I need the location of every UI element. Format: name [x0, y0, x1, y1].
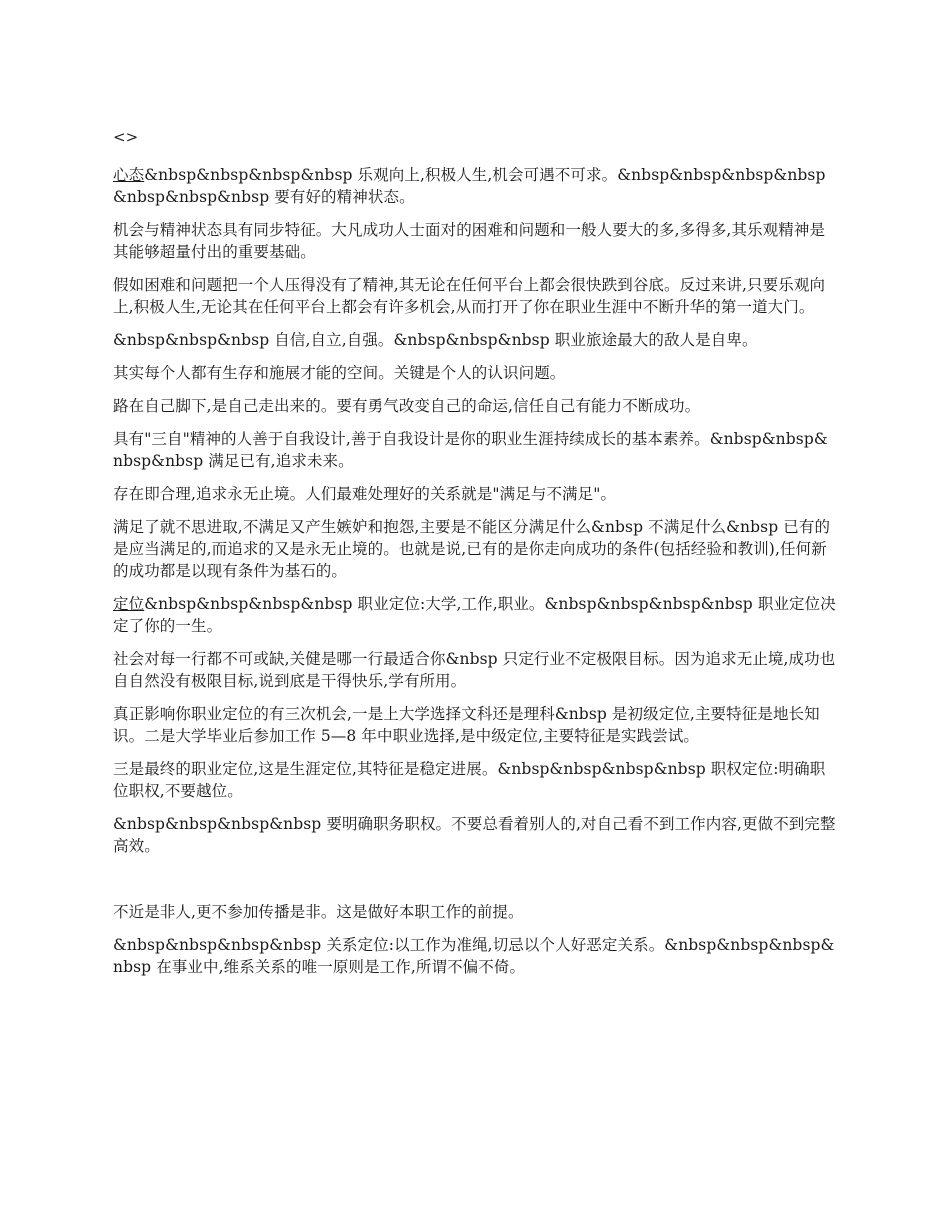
- paragraph: [113, 395, 837, 417]
- paragraph-positioning: [113, 593, 837, 637]
- paragraph: [113, 703, 837, 747]
- paragraph-text: 存在即合理,追求永无止境。人们最难处理好的关系就是"满足与不满足"。: [113, 485, 617, 503]
- paragraph: [113, 274, 837, 318]
- paragraph-text: &nbsp&nbsp&nbsp&nbsp 关系定位:以工作为准绳,切忌以个人好恶定关系。&nbsp&nbsp&nbsp&nbsp 在事业中,维系关系的唯一原则是工作,所谓不偏不倚。: [113, 936, 835, 976]
- paragraph-text: 社会对每一行都不可或缺,关健是哪一行最适合你&nbsp 只定行业不定极限目标。因为追求无止境,成功也自自然没有极限目标,说到底是干得快乐,学有所用。: [113, 650, 836, 690]
- paragraph-text: &nbsp&nbsp&nbsp&nbsp 职业定位:大学,工作,职业。&nbsp&nbsp&nbsp&nbsp 职业定位决定了你的一生。: [113, 595, 836, 635]
- paragraph-text: 机会与精神状态具有同步特征。大凡成功人士面对的困难和问题和一般人要大的多,多得多,其乐观精神是其能够超量付出的重要基础。: [113, 221, 826, 261]
- paragraph: [113, 483, 837, 505]
- paragraph-text: 其实每个人都有生存和施展才能的空间。关键是个人的认识问题。: [113, 364, 566, 382]
- paragraph: [113, 428, 837, 472]
- paragraph-text: 具有"三自"精神的人善于自我设计,善于自我设计是你的职业生涯持续成长的基本素养。&nbsp&nbsp&nbsp&nbsp 满足已有,追求未来。: [113, 430, 828, 470]
- paragraph-mindset: [113, 164, 837, 208]
- heading-positioning: 定位: [113, 595, 145, 613]
- paragraph-text: 假如困难和问题把一个人压得没有了精神,其无论在任何平台上都会很快跌到谷底。反过来讲,只要乐观向上,积极人生,无论其在任何平台上都会有许多机会,从而打开了你在职业生涯中不断升华的第一道大门。: [113, 276, 826, 316]
- document-marker: <>: [113, 128, 139, 146]
- paragraph: [113, 901, 837, 923]
- paragraph: [113, 648, 837, 692]
- paragraph-gap: [113, 868, 837, 901]
- paragraph: [113, 362, 837, 384]
- paragraph: [113, 516, 837, 582]
- document-body: [113, 126, 837, 989]
- paragraph-text: &nbsp&nbsp&nbsp 自信,自立,自强。&nbsp&nbsp&nbsp 职业旅途最大的敌人是自卑。: [113, 331, 758, 349]
- paragraph-text: 真正影响你职业定位的有三次机会,一是上大学选择文科还是理科&nbsp 是初级定位,主要特征是地长知识。二是大学毕业后参加工作 5—8 年中职业选择,是中级定位,主要特征是实践尝试。: [113, 705, 820, 745]
- paragraph-text: 三是最终的职业定位,这是生涯定位,其特征是稳定进展。&nbsp&nbsp&nbsp&nbsp 职权定位:明确职位职权,不要越位。: [113, 760, 826, 800]
- heading-mindset: 心态: [113, 166, 145, 184]
- paragraph-text: 满足了就不思进取,不满足又产生嫉妒和抱怨,主要是不能区分满足什么&nbsp 不满足什么&nbsp 已有的是应当满足的,而追求的又是永无止境的。也就是说,已有的是你走向成功的条件(包括经验和教训),任何新的成功都是以现有条件为基石的。: [113, 518, 831, 580]
- paragraph: [113, 934, 837, 978]
- paragraph: [113, 813, 837, 857]
- paragraph: [113, 219, 837, 263]
- paragraph-text: 路在自己脚下,是自己走出来的。要有勇气改变自己的命运,信任自己有能力不断成功。: [113, 397, 701, 415]
- paragraph-text: &nbsp&nbsp&nbsp&nbsp 要明确职务职权。不要总看着别人的,对自己看不到工作内容,更做不到完整高效。: [113, 815, 836, 855]
- paragraph-text: 不近是非人,更不参加传播是非。这是做好本职工作的前提。: [113, 903, 524, 921]
- paragraph-text: &nbsp&nbsp&nbsp&nbsp 乐观向上,积极人生,机会可遇不可求。&nbsp&nbsp&nbsp&nbsp&nbsp&nbsp&nbsp 要有好的精神状态。: [113, 166, 826, 206]
- paragraph: [113, 329, 837, 351]
- paragraph: [113, 758, 837, 802]
